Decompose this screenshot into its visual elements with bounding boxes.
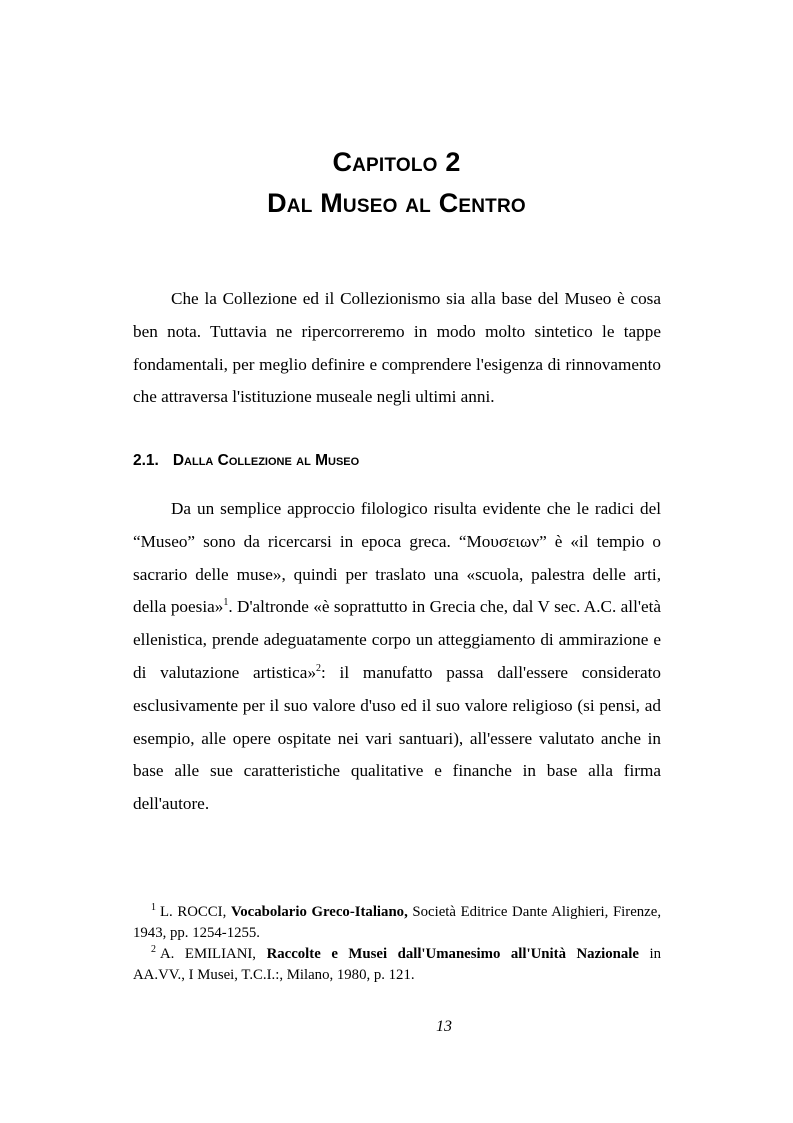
intro-paragraph: Che la Collezione ed il Collezionismo sia alla base del Museo è cosa ben nota. Tuttavia ne ripercorreremo in modo molto sintetico le tappe fondamentali, per meglio definire e comprendere l'esigenza di rinnovamento che attraversa l'istituzione museale negli ultimi anni. [133, 289, 661, 407]
section-number: 2.1. [133, 452, 159, 469]
paragraph-text-3: : il manufatto passa dall'essere considerato esclusivamente per il suo valore d'uso ed il suo valore religioso (si pensi, ad esempio, alle opere ospitate nei vari santuari), all'essere valutato anche in base alle sue caratteristiche qualitative e finanche in base alla firma dell'autore. [133, 662, 662, 814]
footnote-ref-1[interactable]: 1 [223, 597, 229, 609]
section-title: Dalla Collezione al Museo [172, 452, 360, 469]
chapter-title: Dal Museo al Centro [267, 188, 526, 218]
footnote-number: 2 [151, 944, 156, 955]
paragraph-text-2: . D'altronde «è soprattutto in Grecia che, dal V sec. A.C. all'età ellenistica, prende adeguatamente corpo un atteggiamento di ammirazione e di valutazione artistica» [133, 597, 661, 682]
section-paragraph [133, 493, 661, 821]
footnote-number: 1 [151, 902, 156, 913]
footnote-author: L. ROCCI, [160, 904, 227, 920]
footnote-details: Società Editrice Dante Alighieri, Firenze, 1943, pp. 1254-1255. [133, 904, 662, 941]
footnote-title: Vocabolario Greco-Italiano, [230, 904, 408, 920]
footnote [133, 944, 661, 986]
page-number: 13 [436, 1018, 452, 1035]
chapter-label: Capitolo 2 [332, 147, 461, 177]
footnote-author: A. EMILIANI, [160, 946, 257, 962]
footnote-details: in AA.VV., I Musei, T.C.I.:, Milano, 1980, p. 121. [133, 946, 662, 983]
section-heading [133, 452, 359, 470]
paragraph-text-1: Da un semplice approccio filologico risulta evidente che le radici del “Museo” sono da ricercarsi in epoca greca. “Μουσειων” è «il tempio o sacrario delle muse», quindi per traslato una «scuola, palestra delle arti, della poesia» [133, 499, 661, 617]
footnote [133, 902, 661, 944]
footnote-title: Raccolte e Musei dall'Umanesimo all'Unità Nazionale [266, 946, 639, 962]
footnotes [133, 902, 661, 986]
footnote-ref-2[interactable]: 2 [316, 662, 322, 674]
